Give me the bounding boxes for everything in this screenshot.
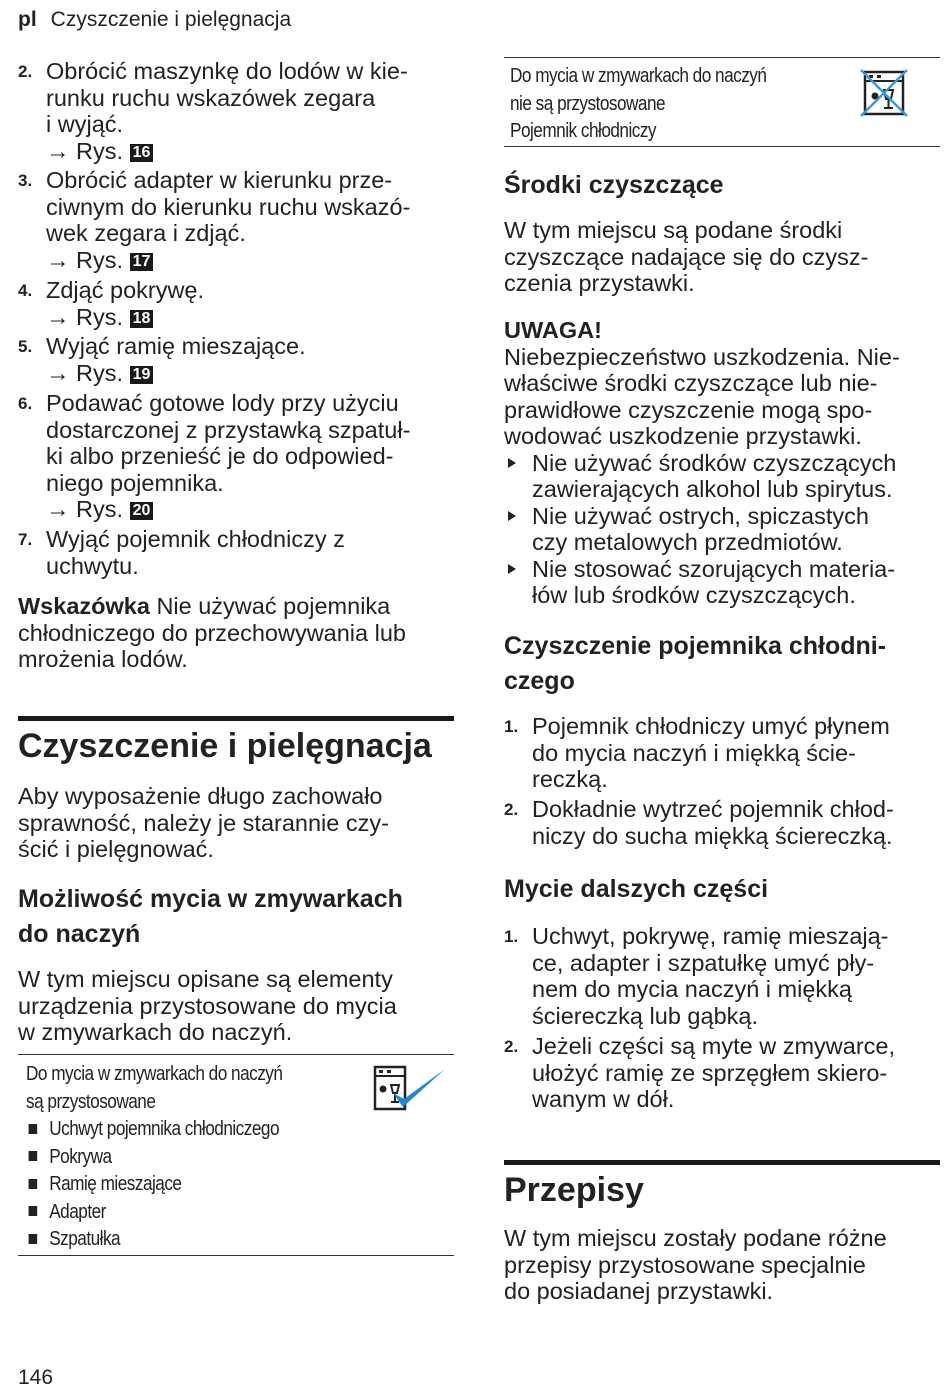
step-4: 4. Zdjąć pokrywę. → Rys. 18: [18, 277, 454, 330]
box-item: Ramię mieszające: [26, 1173, 181, 1195]
language-code: pl: [18, 8, 37, 31]
box-item: Szpatułka: [26, 1228, 120, 1250]
box-item: Uchwyt pojemnika chłodniczego: [26, 1118, 279, 1140]
box-item: Adapter: [26, 1201, 106, 1223]
tip-note: Wskazówka Nie używać pojemnika chłodniczego do przechowywania lub mrożenia lodów.: [18, 593, 406, 672]
figure-ref: → Rys. 16: [46, 138, 454, 165]
dishwasher-safe-box: Do mycia w zmywarkach do naczyń są przystosowane Uchwyt pojemnika chłodniczego Pokrywa Ramię mieszające Adapter Szpatułka: [18, 1054, 454, 1256]
tip-label: Wskazówka: [18, 593, 150, 619]
section-title: Czyszczenie i pielęgnacja: [18, 727, 432, 765]
step-5: 5. Wyjąć ramię mieszające. → Rys. 19: [18, 333, 454, 386]
page-header: [18, 8, 291, 32]
step-3: 3. Obrócić adapter w kierunku prze- ciwnym do kierunku ruchu wskazó- wek zegara i zdjąć. → Rys. 17: [18, 167, 454, 273]
cleaners-intro: W tym miejscu są podane środki czyszczące nadające się do czysz- czenia przystawki.: [504, 217, 869, 296]
figure-badge: 19: [130, 366, 154, 384]
dishwasher-heading: Możliwość mycia w zmywarkach do naczyń: [18, 885, 403, 948]
dishwasher-not-safe-icon: [859, 68, 911, 118]
header-section: Czyszczenie i pielęgnacja: [50, 8, 292, 31]
step-2: 2. Obrócić maszynkę do lodów w kie- runku ruchu wskazówek zegara i wyjąć. → Rys. 16: [18, 58, 454, 164]
warning-bullet: Nie używać środków czyszczących zawierających alkohol lub spirytus.: [504, 450, 940, 503]
warning-label: UWAGA!: [504, 317, 602, 343]
figure-ref: → Rys. 20: [46, 496, 454, 523]
warning-bullets: [504, 450, 940, 609]
warning-bullet: Nie stosować szorujących materia- łów lub środków czyszczących.: [504, 556, 940, 609]
section-intro: Aby wyposażenie długo zachowało sprawność, należy je starannie czy- ścić i pielęgnować.: [18, 783, 389, 862]
figure-badge: 17: [130, 253, 154, 271]
dishwasher-safe-check-icon: [373, 1065, 449, 1113]
figure-ref: → Rys. 17: [46, 247, 454, 274]
page-number: 146: [18, 1366, 54, 1389]
cleaners-heading: Środki czyszczące: [504, 171, 724, 199]
figure-badge: 18: [130, 310, 154, 328]
figure-badge: 20: [130, 502, 154, 520]
warning-bullet: Nie używać ostrych, spiczastych czy metalowych przedmiotów.: [504, 503, 940, 556]
parts-step-2: 2. Jeżeli części są myte w zmywarce, ułożyć ramię ze sprzęgłem skiero- wanym w dół.: [504, 1033, 896, 1112]
parts-heading: Mycie dalszych części: [504, 875, 769, 903]
warning-block: UWAGA! Niebezpieczeństwo uszkodzenia. Nie- właściwe środki czyszczące lub nie- prawidłowe czyszczenie mogą spo- wodować uszkodzenie przystawki. Nie używać środków czyszczących zawierających alkohol lub spirytus. Nie używać ostrych, spiczastych czy metalowych przedmiotów. Nie stosować szorujących materia- łów lub środków czyszczących.: [504, 317, 940, 609]
container-step-2: 2. Dokładnie wytrzeć pojemnik chłod- niczy do sucha miękką ściereczką.: [504, 796, 894, 849]
figure-badge: 16: [130, 144, 154, 162]
recipes-rule: [504, 1160, 940, 1165]
dishwasher-not-safe-box: Do mycia w zmywarkach do naczyń nie są przystosowane Pojemnik chłodniczy: [504, 57, 940, 147]
recipes-intro: W tym miejscu zostały podane różne przepisy przystosowane specjalnie do posiadanej przystawki.: [504, 1225, 887, 1304]
box-item: Pokrywa: [26, 1146, 112, 1168]
container-heading: Czyszczenie pojemnika chłodni- czego: [504, 632, 887, 695]
container-step-1: 1. Pojemnik chłodniczy umyć płynem do mycia naczyń i miękką ście- reczką.: [504, 713, 890, 792]
parts-step-1: 1. Uchwyt, pokrywę, ramię mieszają- ce, adapter i szpatułkę umyć pły- nem do mycia naczyń i miękką ściereczką lub gąbką.: [504, 923, 889, 1029]
section-rule: [18, 716, 454, 721]
figure-ref: → Rys. 18: [46, 304, 454, 331]
dishwasher-intro: W tym miejscu opisane są elementy urządzenia przystosowane do mycia w zmywarkach do naczyń.: [18, 966, 397, 1045]
step-6: 6. Podawać gotowe lody przy użyciu dostarczonej z przystawką szpatuł- ki albo przenieść je do odpowied- niego pojemnika. → Rys. 20: [18, 390, 454, 523]
step-7: 7. Wyjąć pojemnik chłodniczy z uchwytu.: [18, 526, 345, 579]
figure-ref: → Rys. 19: [46, 360, 454, 387]
recipes-title: Przepisy: [504, 1171, 644, 1209]
